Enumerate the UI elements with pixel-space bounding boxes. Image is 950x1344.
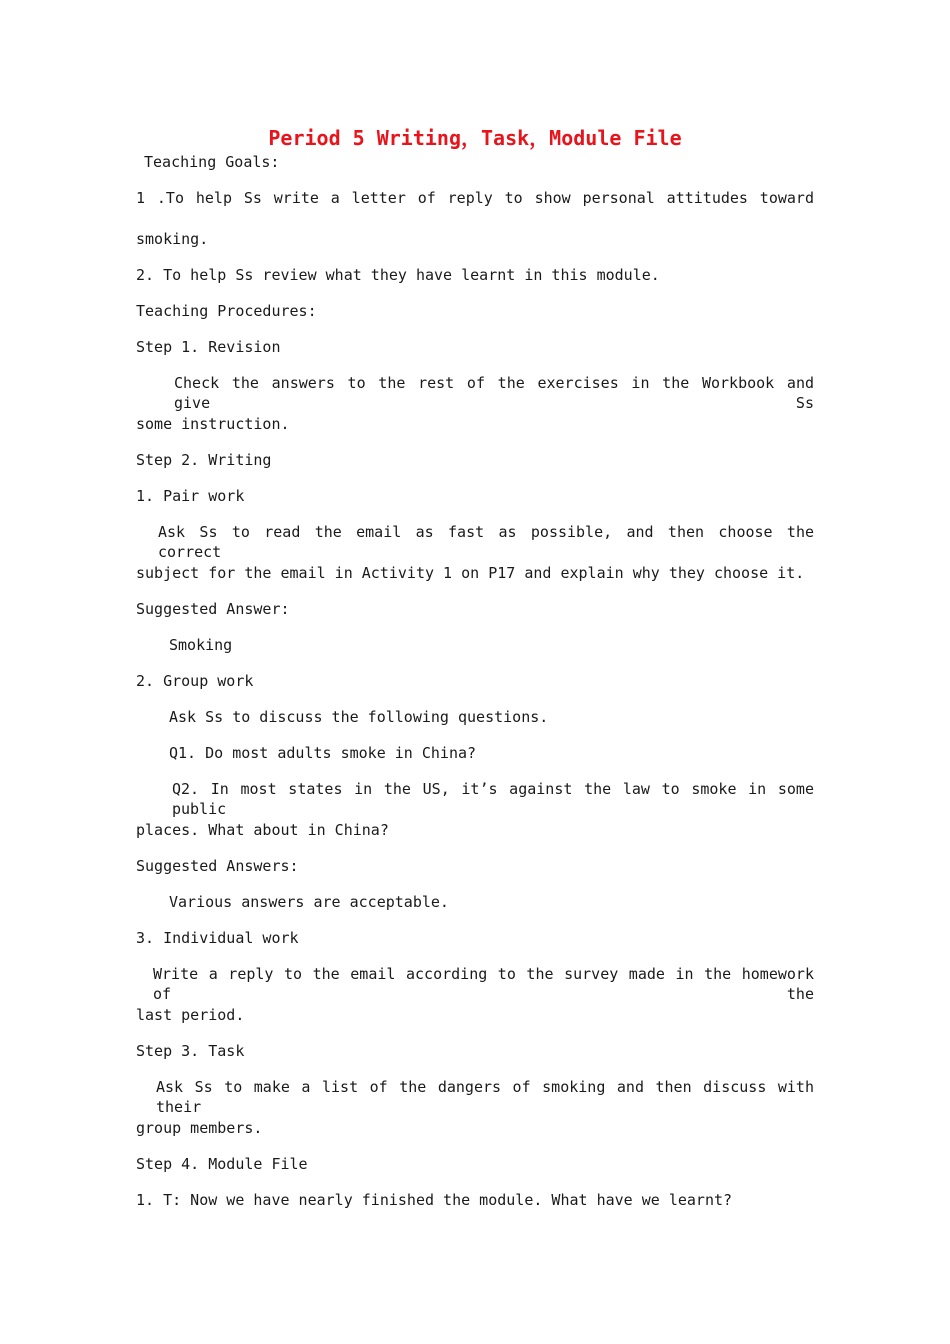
step-3-text-line-1: Ask Ss to make a list of the dangers of smoking and then discuss with their	[156, 1078, 814, 1116]
individual-work-heading: 3. Individual work	[136, 929, 299, 947]
goal-1-line-1: 1 .To help Ss write a letter of reply to show personal attitudes toward	[136, 189, 814, 207]
pair-work-heading: 1. Pair work	[136, 487, 245, 505]
step-4-text: 1. T: Now we have nearly finished the module. What have we learnt?	[136, 1191, 733, 1209]
individual-work-text-line-2: last period.	[136, 1006, 245, 1024]
step-1-heading: Step 1. Revision	[136, 338, 281, 356]
suggested-answer-heading: Suggested Answer:	[136, 600, 290, 618]
suggested-answers-value: Various answers are acceptable.	[169, 893, 449, 911]
group-work-text: Ask Ss to discuss the following questions.	[169, 708, 549, 726]
teaching-goals-heading: Teaching Goals:	[144, 153, 280, 171]
suggested-answers-heading: Suggested Answers:	[136, 857, 299, 875]
step-2-heading: Step 2. Writing	[136, 451, 272, 469]
group-work-heading: 2. Group work	[136, 672, 254, 690]
question-2-line-1: Q2. In most states in the US, it’s against the law to smoke in some public	[172, 780, 814, 818]
goal-2: 2. To help Ss review what they have learnt in this module.	[136, 266, 660, 284]
step-1-text-line-1: Check the answers to the rest of the exercises in the Workbook and give Ss	[174, 374, 814, 412]
page-title: Period 5 Writing，Task，Module File	[268, 126, 682, 150]
suggested-answer-value: Smoking	[169, 636, 233, 654]
step-1-text-line-2: some instruction.	[136, 415, 290, 433]
question-2-line-2: places. What about in China?	[136, 821, 389, 839]
step-3-text-line-2: group members.	[136, 1119, 263, 1137]
teaching-procedures-heading: Teaching Procedures:	[136, 302, 317, 320]
pair-work-text-line-2: subject for the email in Activity 1 on P17 and explain why they choose it.	[136, 564, 805, 582]
step-3-heading: Step 3. Task	[136, 1042, 245, 1060]
pair-work-text-line-1: Ask Ss to read the email as fast as possible, and then choose the correct	[158, 523, 814, 561]
goal-1-line-2: smoking.	[136, 230, 209, 248]
question-1: Q1. Do most adults smoke in China?	[169, 744, 477, 762]
step-4-heading: Step 4. Module File	[136, 1155, 308, 1173]
individual-work-text-line-1: Write a reply to the email according to the survey made in the homework of the	[153, 965, 814, 1003]
